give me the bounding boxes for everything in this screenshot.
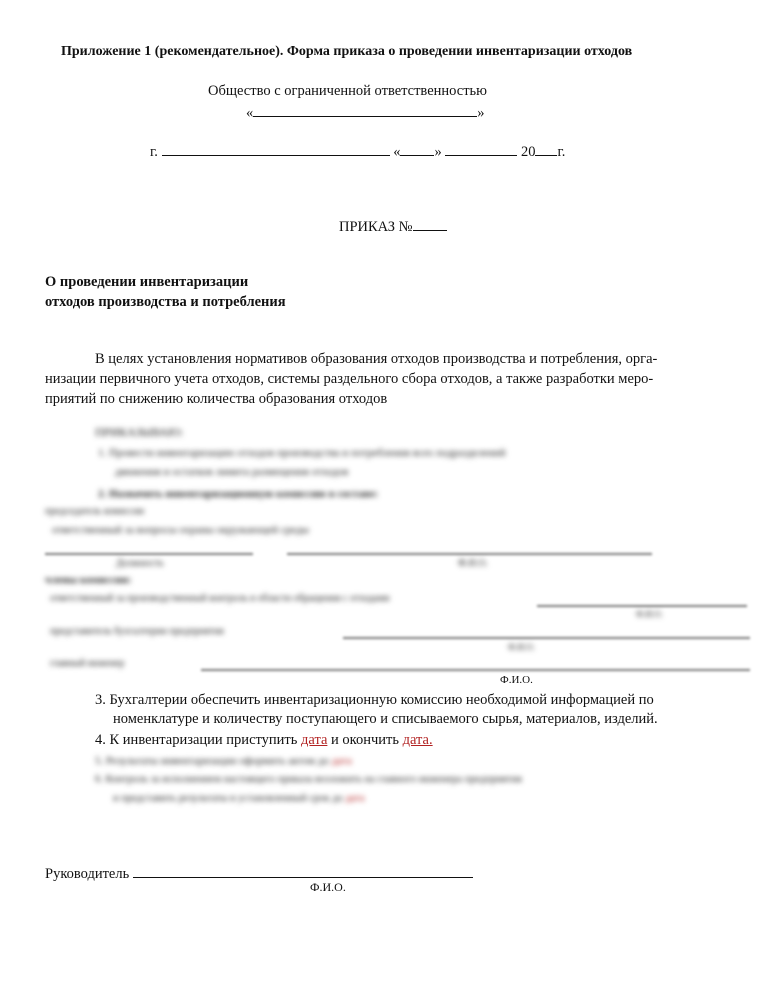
blurred-member-2-caption: Ф.И.О.	[508, 642, 535, 652]
preamble-line-1: В целях установления нормативов образования отходов производства и потребления, орга-	[95, 351, 658, 367]
blurred-caption-fio: Ф.И.О.	[458, 558, 488, 569]
item-4-start-date: дата	[301, 732, 328, 748]
blurred-order-word: ПРИКАЗЫВАЮ:	[95, 425, 184, 439]
commission-fio-caption: Ф.И.О.	[500, 674, 533, 686]
blurred-item-6-date: дата	[345, 793, 365, 804]
blurred-member-1-blank	[537, 605, 747, 607]
signature-blank	[133, 863, 473, 878]
city-blank	[162, 141, 390, 156]
blurred-item-6-line-2	[113, 789, 365, 809]
item-4	[95, 730, 433, 750]
year-suffix: г.	[557, 144, 566, 160]
blurred-fio-blank	[287, 553, 652, 555]
signature-line	[45, 863, 473, 884]
year-prefix: 20	[520, 144, 536, 160]
blurred-item-2-line-2: председатель комиссии	[45, 506, 145, 517]
order-heading	[339, 216, 447, 237]
blurred-item-5-text: 5. Результаты инвентаризации оформить актом до	[95, 755, 329, 767]
blurred-member-2-blank	[343, 637, 750, 639]
preamble-line-2: низации первичного учета отходов, системы раздельного сбора отходов, а также разработки меро-	[45, 371, 654, 387]
blurred-item-5	[95, 751, 352, 771]
blurred-members-label: члены комиссии:	[45, 574, 132, 586]
blurred-item-1-line-2: движения и остатков лимита размещения отходов	[115, 466, 349, 478]
order-heading-text: ПРИКАЗ №	[339, 219, 413, 235]
city-prefix: г.	[150, 144, 158, 160]
blurred-item-6-text: и представить результаты в установленный срок до	[113, 793, 343, 804]
blurred-member-2: представитель бухгалтерии предприятия	[50, 626, 224, 637]
organization-type: Общество с ограниченной ответственностью	[208, 83, 487, 99]
month-blank	[445, 141, 517, 156]
preamble-line-3: приятий по снижению количества образования отходов	[45, 391, 388, 407]
blurred-position-blank	[45, 553, 253, 555]
blurred-caption-position: Должность	[116, 558, 164, 569]
organization-name-blank	[253, 102, 477, 117]
item-4-end-date: дата.	[402, 732, 433, 748]
blurred-member-3: главный инженер	[50, 658, 125, 669]
city-date-line	[150, 141, 565, 162]
organization-name-line	[246, 102, 485, 123]
blurred-member-1: ответственный за производственный контроль в области обращения с отходами	[50, 593, 390, 604]
date-close-quote: »	[434, 144, 442, 160]
blurred-member-1-caption: Ф.И.О.	[636, 609, 663, 619]
blurred-item-2-line-3: ответственный за вопросы охраны окружающей среды	[52, 524, 309, 536]
date-open-quote: «	[393, 144, 401, 160]
close-quote: »	[477, 105, 485, 121]
blurred-item-5-date: дата	[331, 755, 352, 767]
item-4-prefix: 4. К инвентаризации приступить	[95, 732, 301, 748]
subject-line-2: отходов производства и потребления	[45, 294, 286, 310]
day-blank	[400, 141, 434, 156]
item-3-line-1: 3. Бухгалтерии обеспечить инвентаризационную комиссию необходимой информацией по	[95, 692, 654, 708]
item-3-line-2: номенклатуре и количеству поступающего и списываемого сырья, материалов, изделий.	[113, 711, 658, 727]
signature-label: Руководитель	[45, 866, 130, 882]
blurred-item-2-line-1: 2. Назначить инвентаризационную комиссию в составе:	[98, 488, 379, 500]
year-blank	[535, 141, 557, 156]
blurred-item-1-line-1: 1. Провести инвентаризацию отходов производства и потребления всех подразделений	[98, 447, 506, 459]
item-4-middle: и окончить	[327, 732, 403, 748]
order-number-blank	[413, 216, 447, 231]
document-title: Приложение 1 (рекомендательное). Форма приказа о проведении инвентаризации отходов	[61, 44, 633, 59]
blurred-member-3-blank	[201, 669, 750, 671]
open-quote: «	[246, 105, 254, 121]
subject-line-1: О проведении инвентаризации	[45, 274, 249, 290]
signature-caption: Ф.И.О.	[310, 880, 346, 894]
blurred-item-6-line-1: 6. Контроль за исполнением настоящего приказа возложить на главного инженера предприятия	[95, 774, 522, 785]
